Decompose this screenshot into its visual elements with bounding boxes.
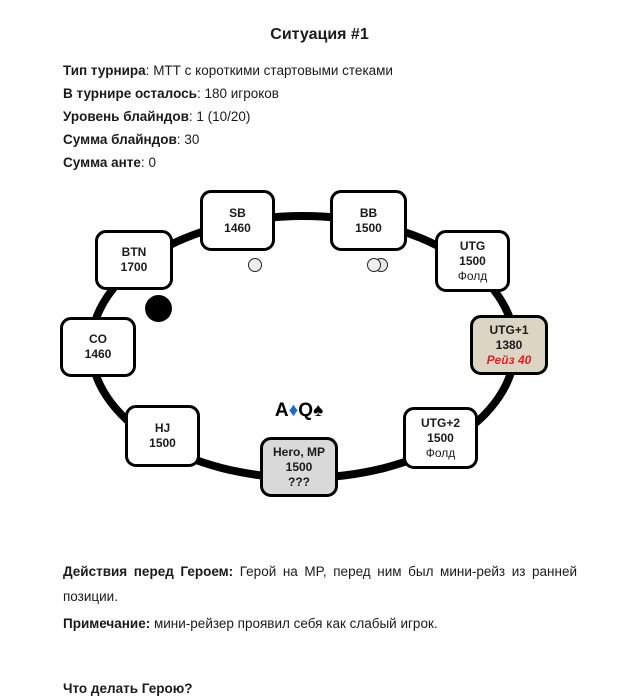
paragraph-lead: Примечание: [63,616,151,631]
sb-chip-icon [248,258,262,272]
seat-position: HJ [154,421,171,435]
dealer-button-icon [145,295,172,322]
seat-stack: 1460 [224,220,251,235]
note-paragraph [63,611,577,636]
hero-cards [249,400,349,422]
seat-action: ??? [288,474,310,489]
card-rank: Q [298,400,314,421]
paragraph-lead: Действия перед Героем: [63,564,234,579]
meta-label: В турнире осталось [63,86,197,101]
colon: : [145,63,154,78]
paragraph-text: мини-рейзер проявил себя как слабый игрок. [153,616,438,631]
seat-stack: 1500 [427,430,454,445]
seat-position: BTN [121,245,147,259]
seat-utg [435,230,510,292]
meta-blinds-sum [63,128,393,151]
actions-before-hero-paragraph [63,559,577,609]
meta-blind-level [63,105,393,128]
seat-btn [95,230,173,290]
meta-value: МТТ с короткими стартовыми стеками [153,63,393,78]
seat-position: BB [359,205,378,220]
seat-hero-mp [260,437,338,497]
page-title: Ситуация #1 [270,26,369,43]
meta-value: 0 [148,155,156,170]
diamond-suit-icon: ♦ [288,400,299,421]
seat-stack: 1500 [355,220,382,235]
seat-position: UTG [459,238,486,253]
seat-position: CO [89,332,107,346]
seat-stack: 1500 [149,436,176,450]
seat-action: Фолд [457,268,488,283]
seat-stack: 1500 [459,253,486,268]
question-text: Что делать Герою? [63,681,193,696]
seat-position: SB [229,205,246,220]
meta-label: Уровень блайндов [63,109,189,124]
meta-label: Сумма анте [63,155,141,170]
seat-position: Hero, MP [272,444,325,459]
meta-players-left [63,82,393,105]
spade-suit-icon: ♠ [313,400,324,421]
seat-utg2 [403,407,478,469]
seat-stack: 1500 [285,459,313,474]
seat-hj [125,405,200,467]
colon: : [140,155,149,170]
tournament-info [63,59,393,174]
colon: : [176,132,185,147]
seat-stack: 1460 [84,347,112,361]
meta-ante-sum [63,151,393,174]
seat-position: UTG+2 [420,415,460,430]
seat-utg1-raiser [470,315,548,375]
seat-bb [330,190,407,251]
seat-stack: 1700 [120,260,148,274]
meta-value: 30 [184,132,200,147]
colon: : [188,109,197,124]
meta-label: Сумма блайндов [63,132,177,147]
meta-label: Тип турнира [63,63,146,78]
meta-value: 180 игроков [204,86,279,101]
paragraph-text: Герой на MP, перед ним был мини-рейз из ранней позиции. [63,564,578,604]
seat-stack: 1380 [495,337,523,352]
meta-value: 1 (10/20) [196,109,251,124]
colon: : [196,86,205,101]
bb-chip-front-icon [367,258,381,272]
seat-action-raise: Рейз 40 [486,352,532,367]
card-rank: A [274,400,289,421]
meta-tournament-type [63,59,393,82]
seat-position: UTG+1 [489,322,529,337]
seat-action: Фолд [425,445,456,460]
seat-sb [200,190,275,251]
seat-co [60,317,136,377]
